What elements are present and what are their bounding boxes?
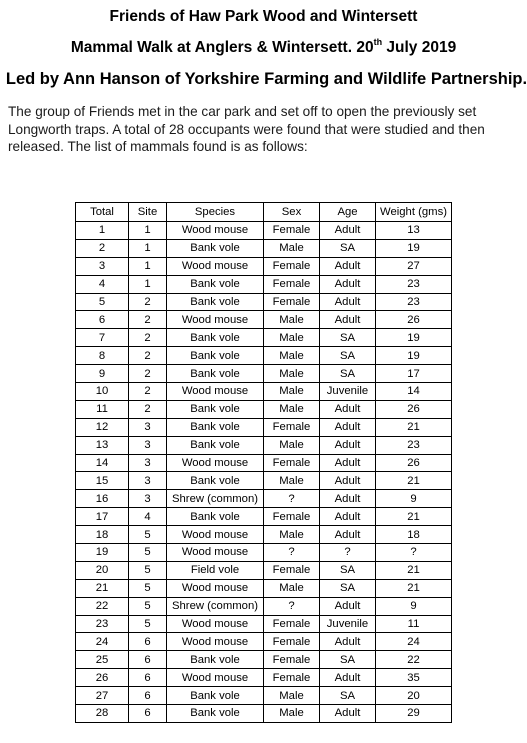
cell-weight: 17 bbox=[376, 365, 452, 383]
table-row bbox=[76, 239, 452, 257]
cell-sex: Female bbox=[264, 651, 320, 669]
cell-sex: Female bbox=[264, 615, 320, 633]
cell-sex: Male bbox=[264, 687, 320, 705]
cell-age: SA bbox=[320, 329, 376, 347]
cell-species: Wood mouse bbox=[167, 669, 264, 687]
cell-total: 6 bbox=[76, 311, 129, 329]
cell-species: Wood mouse bbox=[167, 257, 264, 275]
column-header-age: Age bbox=[320, 203, 376, 222]
cell-site: 3 bbox=[129, 418, 167, 436]
cell-sex: Female bbox=[264, 222, 320, 240]
cell-weight: 21 bbox=[376, 418, 452, 436]
cell-species: Bank vole bbox=[167, 418, 264, 436]
cell-age: Adult bbox=[320, 400, 376, 418]
cell-sex: Male bbox=[264, 329, 320, 347]
cell-total: 19 bbox=[76, 544, 129, 562]
cell-sex: Male bbox=[264, 383, 320, 401]
cell-total: 26 bbox=[76, 669, 129, 687]
cell-site: 1 bbox=[129, 275, 167, 293]
cell-species: Bank vole bbox=[167, 687, 264, 705]
table-row bbox=[76, 275, 452, 293]
cell-site: 5 bbox=[129, 544, 167, 562]
cell-sex: Male bbox=[264, 239, 320, 257]
cell-age: SA bbox=[320, 365, 376, 383]
cell-age: Adult bbox=[320, 418, 376, 436]
date-ordinal-suffix: th bbox=[373, 37, 383, 47]
cell-site: 1 bbox=[129, 257, 167, 275]
cell-site: 2 bbox=[129, 329, 167, 347]
cell-total: 11 bbox=[76, 400, 129, 418]
cell-sex: Male bbox=[264, 347, 320, 365]
event-heading bbox=[0, 39, 527, 57]
cell-total: 12 bbox=[76, 418, 129, 436]
cell-weight: ? bbox=[376, 544, 452, 562]
cell-sex: Female bbox=[264, 418, 320, 436]
cell-site: 1 bbox=[129, 239, 167, 257]
cell-weight: 19 bbox=[376, 347, 452, 365]
cell-species: Wood mouse bbox=[167, 383, 264, 401]
cell-species: Wood mouse bbox=[167, 454, 264, 472]
cell-age: Adult bbox=[320, 472, 376, 490]
cell-total: 15 bbox=[76, 472, 129, 490]
cell-site: 5 bbox=[129, 561, 167, 579]
cell-age: SA bbox=[320, 347, 376, 365]
cell-site: 5 bbox=[129, 526, 167, 544]
cell-species: Field vole bbox=[167, 561, 264, 579]
cell-site: 2 bbox=[129, 383, 167, 401]
cell-species: Bank vole bbox=[167, 239, 264, 257]
cell-sex: Female bbox=[264, 508, 320, 526]
cell-weight: 21 bbox=[376, 472, 452, 490]
cell-weight: 21 bbox=[376, 579, 452, 597]
cell-age: Adult bbox=[320, 633, 376, 651]
cell-site: 3 bbox=[129, 472, 167, 490]
cell-total: 27 bbox=[76, 687, 129, 705]
cell-age: SA bbox=[320, 239, 376, 257]
cell-age: Adult bbox=[320, 257, 376, 275]
cell-sex: Male bbox=[264, 705, 320, 723]
cell-total: 3 bbox=[76, 257, 129, 275]
cell-sex: Female bbox=[264, 275, 320, 293]
cell-total: 18 bbox=[76, 526, 129, 544]
cell-species: Wood mouse bbox=[167, 579, 264, 597]
cell-age: Adult bbox=[320, 597, 376, 615]
table-row bbox=[76, 669, 452, 687]
cell-site: 6 bbox=[129, 705, 167, 723]
cell-site: 4 bbox=[129, 508, 167, 526]
cell-age: Adult bbox=[320, 705, 376, 723]
cell-species: Bank vole bbox=[167, 329, 264, 347]
cell-weight: 19 bbox=[376, 329, 452, 347]
cell-sex: Female bbox=[264, 669, 320, 687]
cell-age: Juvenile bbox=[320, 383, 376, 401]
cell-weight: 9 bbox=[376, 490, 452, 508]
table-row bbox=[76, 544, 452, 562]
title-text: Friends of Haw Park Wood and Wintersett bbox=[109, 8, 418, 25]
cell-weight: 24 bbox=[376, 633, 452, 651]
cell-species: Wood mouse bbox=[167, 544, 264, 562]
table-body bbox=[76, 222, 452, 723]
cell-weight: 23 bbox=[376, 436, 452, 454]
cell-sex: ? bbox=[264, 597, 320, 615]
cell-site: 1 bbox=[129, 222, 167, 240]
cell-weight: 9 bbox=[376, 597, 452, 615]
cell-sex: ? bbox=[264, 490, 320, 508]
cell-site: 3 bbox=[129, 454, 167, 472]
cell-species: Bank vole bbox=[167, 293, 264, 311]
cell-site: 2 bbox=[129, 293, 167, 311]
table-row bbox=[76, 383, 452, 401]
cell-weight: 23 bbox=[376, 275, 452, 293]
cell-weight: 35 bbox=[376, 669, 452, 687]
table-row bbox=[76, 633, 452, 651]
intro-line: Longworth traps. A total of 28 occupants were found that were studied and then bbox=[8, 121, 485, 137]
cell-site: 3 bbox=[129, 436, 167, 454]
cell-total: 1 bbox=[76, 222, 129, 240]
cell-species: Bank vole bbox=[167, 436, 264, 454]
cell-sex: Male bbox=[264, 365, 320, 383]
cell-sex: Female bbox=[264, 454, 320, 472]
event-heading-tail: July 2019 bbox=[382, 39, 457, 56]
cell-total: 17 bbox=[76, 508, 129, 526]
cell-sex: Female bbox=[264, 293, 320, 311]
column-header-weight: Weight (gms) bbox=[376, 203, 452, 222]
table-row bbox=[76, 687, 452, 705]
intro-line: The group of Friends met in the car park and set off to open the previously set bbox=[8, 104, 477, 119]
cell-site: 2 bbox=[129, 347, 167, 365]
cell-total: 24 bbox=[76, 633, 129, 651]
cell-sex: Male bbox=[264, 400, 320, 418]
cell-age: Adult bbox=[320, 293, 376, 311]
cell-age: Adult bbox=[320, 275, 376, 293]
cell-species: Bank vole bbox=[167, 651, 264, 669]
cell-weight: 13 bbox=[376, 222, 452, 240]
table-header bbox=[76, 203, 452, 222]
table-row bbox=[76, 579, 452, 597]
cell-species: Bank vole bbox=[167, 365, 264, 383]
intro-paragraph bbox=[8, 103, 522, 156]
cell-species: Bank vole bbox=[167, 472, 264, 490]
document-title bbox=[0, 8, 527, 26]
cell-site: 6 bbox=[129, 651, 167, 669]
cell-total: 22 bbox=[76, 597, 129, 615]
cell-species: Wood mouse bbox=[167, 615, 264, 633]
cell-total: 5 bbox=[76, 293, 129, 311]
cell-total: 2 bbox=[76, 239, 129, 257]
cell-species: Bank vole bbox=[167, 705, 264, 723]
table-row bbox=[76, 472, 452, 490]
cell-sex: Female bbox=[264, 257, 320, 275]
table-row bbox=[76, 400, 452, 418]
cell-sex: Male bbox=[264, 472, 320, 490]
table-row bbox=[76, 365, 452, 383]
cell-sex: Male bbox=[264, 526, 320, 544]
cell-weight: 19 bbox=[376, 239, 452, 257]
cell-site: 5 bbox=[129, 579, 167, 597]
cell-total: 23 bbox=[76, 615, 129, 633]
cell-total: 9 bbox=[76, 365, 129, 383]
table-row bbox=[76, 436, 452, 454]
mammal-table bbox=[75, 202, 452, 723]
cell-age: SA bbox=[320, 651, 376, 669]
cell-age: Adult bbox=[320, 526, 376, 544]
column-header-site: Site bbox=[129, 203, 167, 222]
cell-age: Adult bbox=[320, 490, 376, 508]
cell-weight: 26 bbox=[376, 400, 452, 418]
cell-species: Wood mouse bbox=[167, 526, 264, 544]
table-row bbox=[76, 615, 452, 633]
event-heading-main: Mammal Walk at Anglers & Wintersett. 20 bbox=[70, 39, 374, 56]
cell-weight: 11 bbox=[376, 615, 452, 633]
cell-sex: Male bbox=[264, 311, 320, 329]
table-row bbox=[76, 311, 452, 329]
cell-age: SA bbox=[320, 561, 376, 579]
cell-weight: 22 bbox=[376, 651, 452, 669]
table-row bbox=[76, 222, 452, 240]
cell-site: 2 bbox=[129, 365, 167, 383]
cell-weight: 14 bbox=[376, 383, 452, 401]
cell-weight: 26 bbox=[376, 454, 452, 472]
cell-sex: Female bbox=[264, 561, 320, 579]
table-row bbox=[76, 257, 452, 275]
table-row bbox=[76, 454, 452, 472]
cell-age: Adult bbox=[320, 454, 376, 472]
cell-weight: 29 bbox=[376, 705, 452, 723]
cell-sex: Male bbox=[264, 436, 320, 454]
cell-sex: Male bbox=[264, 579, 320, 597]
column-header-sex: Sex bbox=[264, 203, 320, 222]
cell-sex: ? bbox=[264, 544, 320, 562]
cell-species: Shrew (common) bbox=[167, 490, 264, 508]
table-row bbox=[76, 347, 452, 365]
cell-age: Adult bbox=[320, 311, 376, 329]
cell-weight: 21 bbox=[376, 561, 452, 579]
cell-total: 7 bbox=[76, 329, 129, 347]
cell-weight: 27 bbox=[376, 257, 452, 275]
cell-sex: Female bbox=[264, 633, 320, 651]
table-row bbox=[76, 293, 452, 311]
intro-line: released. The list of mammals found is as follows: bbox=[8, 139, 308, 154]
cell-site: 2 bbox=[129, 400, 167, 418]
cell-site: 2 bbox=[129, 311, 167, 329]
cell-total: 16 bbox=[76, 490, 129, 508]
cell-age: SA bbox=[320, 687, 376, 705]
cell-species: Wood mouse bbox=[167, 633, 264, 651]
cell-species: Shrew (common) bbox=[167, 597, 264, 615]
cell-total: 10 bbox=[76, 383, 129, 401]
table-row bbox=[76, 508, 452, 526]
cell-species: Bank vole bbox=[167, 347, 264, 365]
cell-age: SA bbox=[320, 579, 376, 597]
leader-heading bbox=[3, 70, 527, 89]
table-row bbox=[76, 329, 452, 347]
table-row bbox=[76, 597, 452, 615]
cell-site: 5 bbox=[129, 597, 167, 615]
cell-weight: 26 bbox=[376, 311, 452, 329]
cell-weight: 18 bbox=[376, 526, 452, 544]
cell-age: Adult bbox=[320, 222, 376, 240]
column-header-species: Species bbox=[167, 203, 264, 222]
cell-total: 28 bbox=[76, 705, 129, 723]
cell-site: 6 bbox=[129, 687, 167, 705]
table-row bbox=[76, 526, 452, 544]
cell-total: 4 bbox=[76, 275, 129, 293]
cell-species: Bank vole bbox=[167, 508, 264, 526]
cell-total: 13 bbox=[76, 436, 129, 454]
cell-total: 14 bbox=[76, 454, 129, 472]
cell-age: Juvenile bbox=[320, 615, 376, 633]
column-header-total: Total bbox=[76, 203, 129, 222]
cell-species: Wood mouse bbox=[167, 311, 264, 329]
table-row bbox=[76, 561, 452, 579]
cell-weight: 23 bbox=[376, 293, 452, 311]
cell-species: Wood mouse bbox=[167, 222, 264, 240]
cell-age: Adult bbox=[320, 669, 376, 687]
cell-weight: 20 bbox=[376, 687, 452, 705]
cell-total: 21 bbox=[76, 579, 129, 597]
leader-heading-text: Led by Ann Hanson of Yorkshire Farming and Wildlife Partnership. bbox=[5, 70, 527, 88]
cell-weight: 21 bbox=[376, 508, 452, 526]
cell-site: 6 bbox=[129, 633, 167, 651]
cell-species: Bank vole bbox=[167, 275, 264, 293]
cell-site: 3 bbox=[129, 490, 167, 508]
cell-age: Adult bbox=[320, 508, 376, 526]
cell-age: Adult bbox=[320, 436, 376, 454]
cell-site: 5 bbox=[129, 615, 167, 633]
table-header-row bbox=[76, 203, 452, 222]
cell-total: 20 bbox=[76, 561, 129, 579]
table-row bbox=[76, 418, 452, 436]
cell-total: 25 bbox=[76, 651, 129, 669]
cell-age: ? bbox=[320, 544, 376, 562]
cell-total: 8 bbox=[76, 347, 129, 365]
table-row bbox=[76, 651, 452, 669]
table-row bbox=[76, 705, 452, 723]
cell-site: 6 bbox=[129, 669, 167, 687]
table-row bbox=[76, 490, 452, 508]
cell-species: Bank vole bbox=[167, 400, 264, 418]
